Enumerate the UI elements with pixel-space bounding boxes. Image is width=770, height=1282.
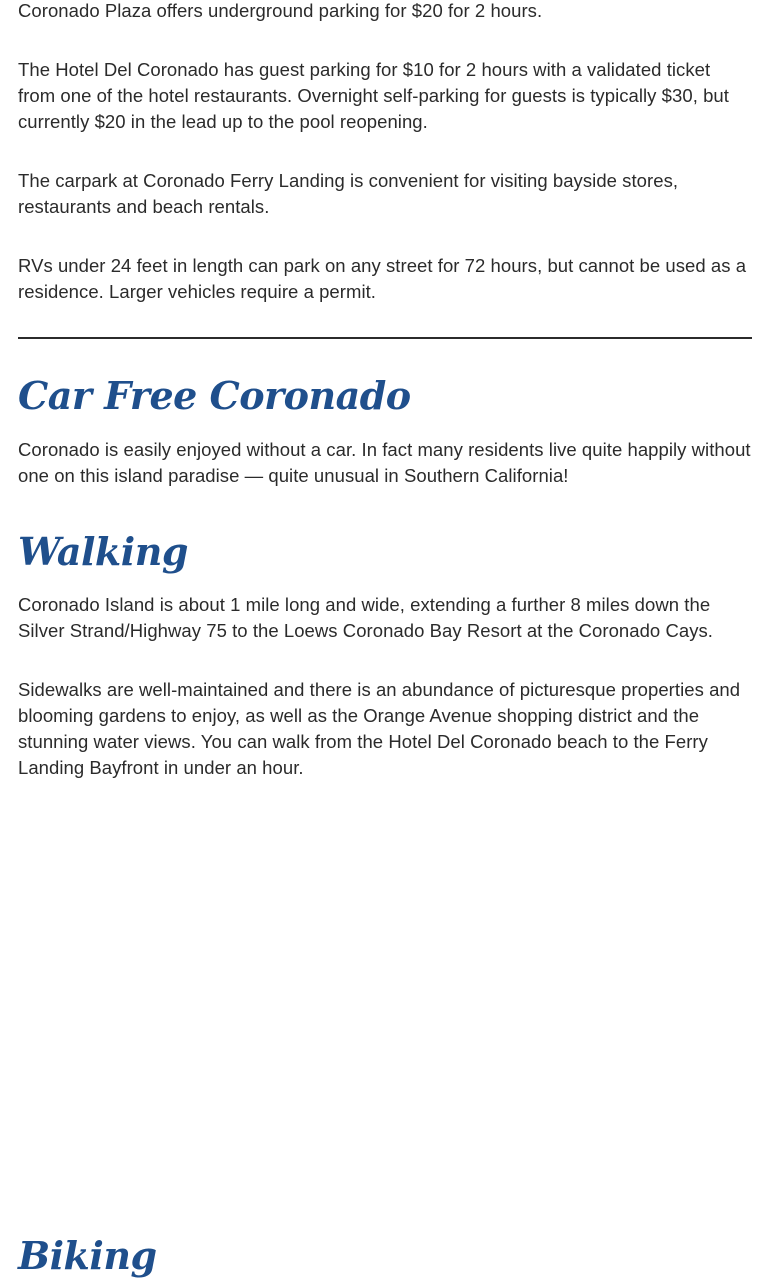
biking-heading: Biking <box>18 1233 157 1278</box>
car-free-paragraph: Coronado is easily enjoyed without a car. In fact many residents live quite happily without one on this island paradise — quite unusual in Southern California! <box>18 439 751 486</box>
walking-heading: Walking <box>18 529 188 574</box>
parking-paragraph-2: The Hotel Del Coronado has guest parking for $10 for 2 hours with a validated ticket from one of the hotel restaurants. Overnight self-parking for guests is typically $30, but currently $20 in the lead up to the pool reopening. <box>18 59 729 132</box>
walking-paragraph-1: Coronado Island is about 1 mile long and wide, extending a further 8 miles down the Silver Strand/Highway 75 to the Loews Coronado Bay Resort at the Coronado Cays. <box>18 594 713 641</box>
parking-paragraph-3: The carpark at Coronado Ferry Landing is convenient for visiting bayside stores, restaurants and beach rentals. <box>18 170 679 217</box>
parking-paragraph-4: RVs under 24 feet in length can park on any street for 72 hours, but cannot be used as a residence. Larger vehicles require a permit. <box>18 255 747 302</box>
parking-paragraph-1: Coronado Plaza offers underground parking for $20 for 2 hours. <box>18 0 543 21</box>
walking-paragraph-2: Sidewalks are well-maintained and there is an abundance of picturesque properties and blooming gardens to enjoy, as well as the Orange Avenue shopping district and the stunning water views. You can walk from the Hotel Del Coronado beach to the Ferry Landing Bayfront in under an hour. <box>18 679 741 778</box>
car-free-heading: Car Free Coronado <box>18 373 411 418</box>
section-divider <box>18 337 752 339</box>
